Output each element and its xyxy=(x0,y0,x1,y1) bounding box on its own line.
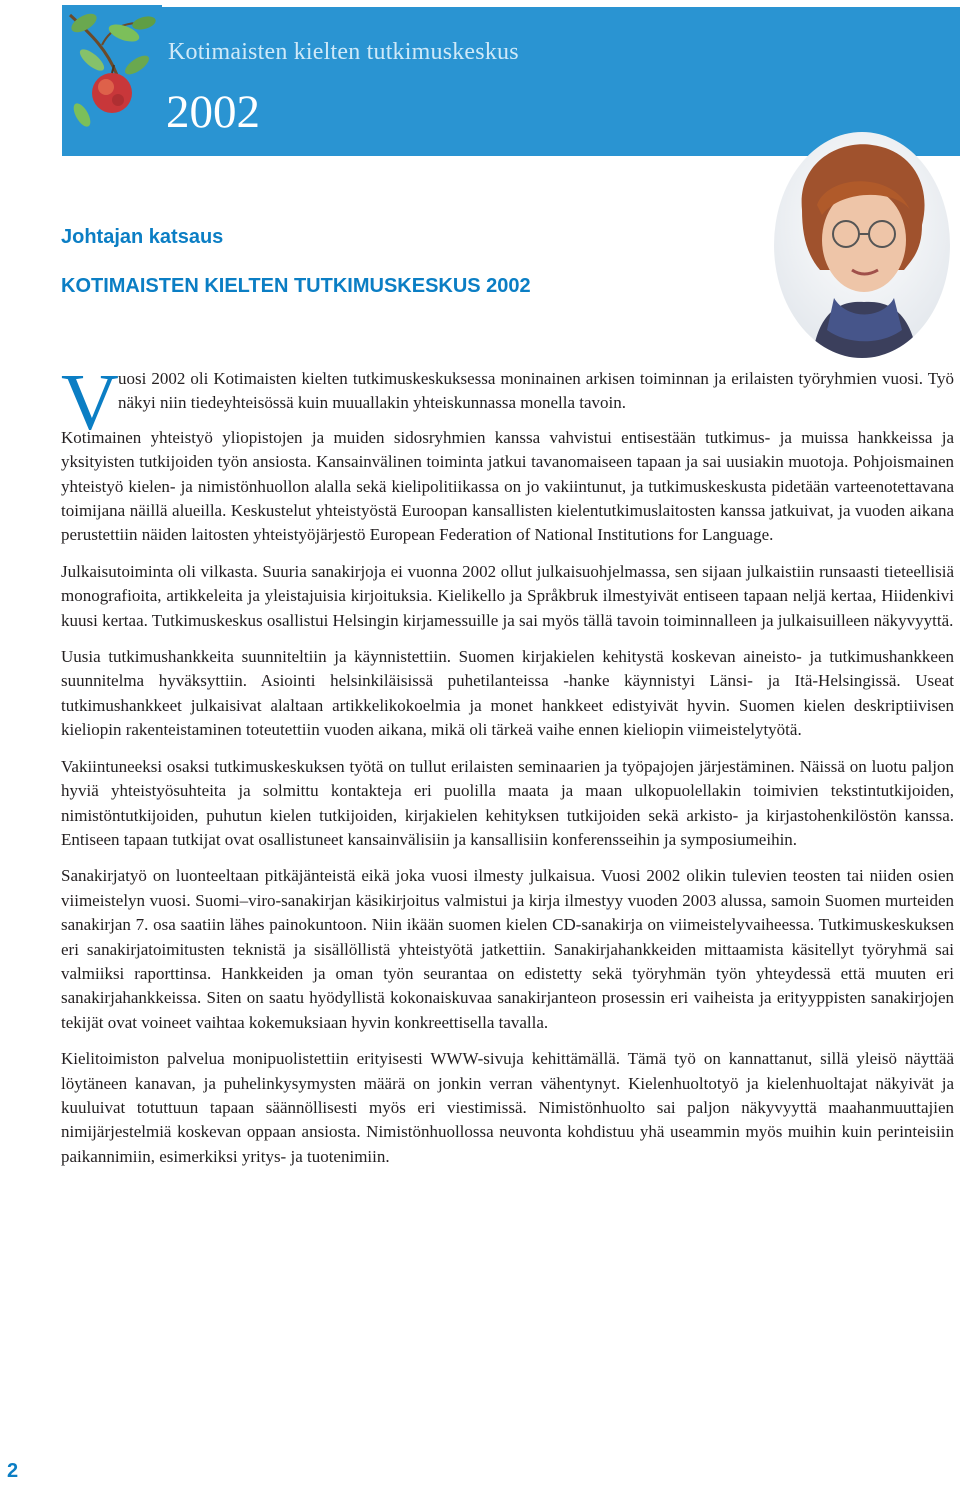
paragraph-language-office: Kielitoimiston palvelua monipuolistettiin erityisesti WWW-sivuja kehittämällä. Tämä työ on kannattanut, sillä yleisö näyttää löytäneen kanavan, ja puhelinkysymysten määrä on jonkin verran vähentynyt. Kielenhuoltotyö ja kielenhuoltajat näkyivät ja kuuluivat totuttuun tapaan säännöllisesti myös eri viestimissä. Nimistönhuolto sai paljon näkyvyyttä maahanmuuttajien nimijärjestelmiä koskevan oppaan ansiosta. Nimistönhuollossa neuvonta kohdistuu yhä useammin myös muihin kuin perinteisiin paikannimiin, esimerkiksi yritys- ja tuotenimiin. xyxy=(61,1049,954,1166)
article-body xyxy=(61,359,954,1181)
organization-name: Kotimaisten kielten tutkimuskeskus xyxy=(168,39,519,65)
paragraph-dictionaries: Sanakirjatyö on luonteeltaan pitkäjänteistä eikä joka vuosi ilmesty julkaisua. Vuosi 2002 olikin tulevien teosten tai niiden osien viimeistelyn vuosi. Suomi–viro-sanakirjan käsikirjoitus valmistui ja kirja ilmestyy vuoden 2003 alussa, samoin Suomen murteiden sanakirjan 7. osa saatiin lähes painokuntoon. Niin ikään suomen kielen CD-sanakirja on viimeistelyvaiheessa. Tutkimuskeskuksen eri sanakirjatoimitusten teknistä ja sisällöllistä yhteistyötä jatkettiin. Sanakirjahankkeiden mittaamista käsitellyt työryhmä sai valmiiksi raporttinsa. Hankkeiden ja oman työn seurantaa on edistetty sekä työryhmän työn yhteydessä että muuten eri sanakirjahankkeissa. Siten on saatu hyödyllistä kokonaiskuvaa sanakirjanteon prosessin eri vaiheista ja erityyppisten sanakirjojen tekijät ovat voineet vaihtaa kokemuksiaan hyvin konkreettisella tavalla. xyxy=(61,866,954,1032)
director-portrait xyxy=(772,130,952,360)
paragraph-cooperation: Kotimainen yhteistyö yliopistojen ja muiden sidosryhmien kanssa vahvistui entisestään tutkimus- ja muissa hankkeissa ja yksityisten tutkijoiden työn ansiosta. Kansainvälinen toiminta jatkui tavanomaiseen tapaan ja sai uusiakin muotoja. Pohjoismainen yhteistyö kielen- ja nimistönhuollon alalla sekä kielipolitiikassa on jo vakiintunut, ja tutkimuskeskusta pidetään varteenotettavana toimijana näillä alueilla. Keskustelut yhteistyöstä Euroopan kansallisten kielentutkimuslaitosten kanssa jatkuivat, ja vuoden aikana perustettiin näiden laitosten yhteistyöjärjestö European Federation of National Institutions for Language. xyxy=(61,427,954,545)
paragraph-research-projects: Uusia tutkimushankkeita suunniteltiin ja käynnistettiin. Suomen kirjakielen kehitystä koskevan aineisto- ja tutkimushankkeen suunnitelma hyväksyttiin. Asiointi helsinkiläisissä puhetilanteissa -hanke käynnistyi Länsi- ja Itä-Helsingissä. Useat tutkimushankkeet julkaisivat alaltaan artikkelikokoelmia ja monet hankkeet edistyivät hyvin. Suomen kielen deskriptiivisen kieliopin rakenteistaminen toteutettiin vuoden aikana, mikä oli tärkeä vaihe ennen kieliopin viimeistelytyötä. xyxy=(61,647,954,740)
page-number: 2 xyxy=(7,1460,19,1482)
intro-text: uosi 2002 oli Kotimaisten kielten tutkimuskeskuksessa moninainen arkisen toiminnan ja erilaisten työryhmien vuosi. Työ näkyi niin tiedeyhteisössä kuin muuallakin yhteiskunnassa monella tavoin. xyxy=(118,369,954,413)
apple-branch-image xyxy=(62,5,162,137)
main-heading: KOTIMAISTEN KIELTEN TUTKIMUSKESKUS 2002 xyxy=(61,275,531,297)
paragraph-publications: Julkaisutoiminta oli vilkasta. Suuria sanakirjoja ei vuonna 2002 ollut julkaisuohjelmassa, sen sijaan julkaistiin runsaasti tieteellisiä monografioita, artikkeleita ja yleistajuisia kirjoituksia. Kielikello ja Språkbruk ilmestyivät entiseen tapaan neljä kertaa, Hiidenkivi kuusi kertaa. Tutkimuskeskus osallistui Helsingin kirjamessuille ja sai myös tällä tavoin toiminnalleen ja julkaisuilleen näkyvyyttä. xyxy=(61,561,954,630)
dropcap-letter: V xyxy=(61,359,119,447)
section-label: Johtajan katsaus xyxy=(61,226,224,248)
paragraph-seminars: Vakiintuneeksi osaksi tutkimuskeskuksen työtä on tullut erilaisten seminaarien ja työpajojen järjestäminen. Näissä on luotu paljon hyviä yhteistyösuhteita ja solmittu kontakteja eri puolilla maata ja maan ulkopuolellakin toimivien tekstintutkijoiden, nimistöntutkijoiden, puhutun kielen tutkijoiden, kirjakielen kehityksen tutkijoiden sekä arkisto- ja kirjastohenkilöstön kanssa. Entiseen tapaan tutkijat ovat osallistuneet kansainvälisiin ja kansallisiin konferensseihin ja symposiumeihin. xyxy=(61,756,954,849)
intro-paragraph xyxy=(61,359,954,447)
report-year: 2002 xyxy=(166,86,260,138)
